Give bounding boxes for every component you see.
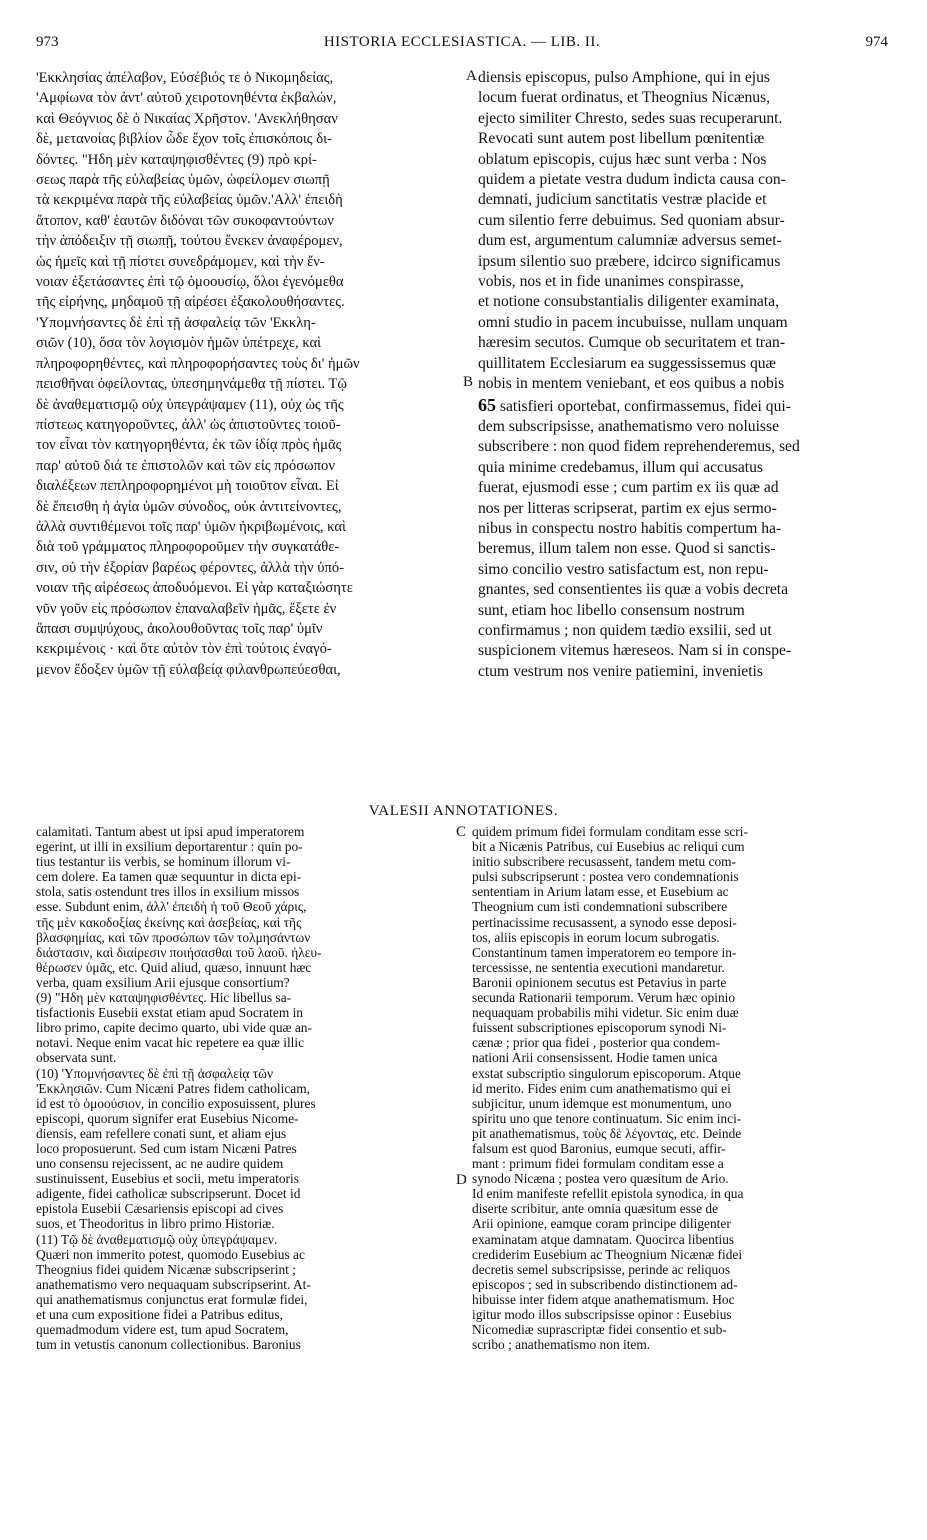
annotation-line: et una cum expositione fidei a Patribus editus, — [36, 1307, 283, 1322]
annotation-line: libro primo, capite decimo quarto, ubi vide quæ an- — [36, 1020, 312, 1036]
running-head — [36, 34, 888, 56]
annotation-line: Quæri non immerito potest, quomodo Eusebius ac — [36, 1246, 305, 1262]
latin-line: quidem a pietate vestra dudum indicta causa con- — [478, 171, 786, 189]
annotation-line: quidem primum fidei formulam conditam esse scri- — [472, 824, 748, 839]
annotation-line: cænæ ; prior qua fidei , posterior qua condem- — [472, 1035, 721, 1051]
annotation-line: crediderim Eusebium ac Theognium Nicænæ fidei — [472, 1246, 743, 1262]
annotation-line: mant : primum fidei formulam conditam esse a — [472, 1156, 724, 1172]
latin-line: oblatum episcopis, cujus hæc sunt verba : Nos — [478, 150, 767, 168]
latin-line: ejecto similiter Chresto, sedes suas recuperarunt. — [478, 109, 783, 127]
annotation-line: nationi Arii consensissent. Hodie tamen unica — [472, 1050, 718, 1066]
greek-line: πίστεως κατηγοροῦντες, ἀλλ' ὡς ἀπιστοῦντες τοιοῦ- — [36, 416, 341, 433]
greek-line: ὡς ἡμεῖς καὶ τῇ πίστει συνεδράμομεν, καὶ τὴν ἔν- — [36, 253, 325, 270]
greek-line: 'Υπομνήσαντες δὲ ἐπὶ τῇ ἀσφαλείᾳ τῶν 'Εκκλη- — [36, 314, 316, 331]
annotation-line: falsum est quod Baronius, eumque secuti, affir- — [472, 1140, 726, 1156]
annotation-line: Theognius fidei quidem Nicænæ subscripserint ; — [36, 1261, 296, 1277]
latin-line: quillitatem Ecclesiarum ea suggessissemus quæ — [478, 354, 776, 372]
annotation-line: Baronii opinionem secutus est Petavius in parte — [472, 974, 727, 990]
greek-line: μενον ἔδοξεν ὑμῶν τῇ εὐλαβείᾳ φιλανθρωπεύεσθαι, — [36, 661, 341, 678]
latin-text-column — [478, 68, 890, 682]
annotation-line: tercessisse, ne sententia executioni mandaretur. — [472, 959, 725, 975]
latin-line: ipsum silentio suo præbere, idcirco significamus — [478, 252, 781, 270]
latin-line — [478, 395, 890, 417]
annotation-line: id est τὸ ὁμοούσιον, in concilio exposuissent, plures — [36, 1095, 316, 1111]
greek-line: ἅπασι συμψύχους, ἀκολουθοῦντας τοῖς παρ' ὑμῖν — [36, 620, 323, 637]
margin-letter-b: B — [463, 374, 474, 390]
latin-line: cum silentio ferre debuimus. Sed quoniam absur- — [478, 211, 785, 229]
annotations-title: VALESII ANNOTATIONES. — [368, 803, 559, 819]
annotation-line: pit anathematismus, τοὺς δὲ λέγοντας, etc. Deinde — [472, 1125, 742, 1141]
annotation-line: observata sunt. — [36, 1050, 117, 1066]
annotation-line: sustinuissent, Eusebius et socii, metu imperatoris — [36, 1171, 299, 1187]
greek-line: διὰ τοῦ γράμματος πληροφοροῦμεν τὴν συγκατάθε- — [36, 539, 340, 556]
greek-line: σεως παρὰ τῆς εὐλαβείας ὑμῶν, ὠφείλομεν σιωπῇ — [36, 172, 330, 189]
greek-line: νοιαν τῆς αἱρέσεως ἀποδυόμενοι. Εἰ γὰρ καταξιώσητε — [36, 580, 353, 597]
annotation-line: tum in vetustis canonum collectionibus. Baronius — [36, 1337, 301, 1353]
annotation-line: tius testantur iis verbis, se hominum illorum vi- — [36, 854, 291, 870]
annotation-line: qui anathematismus conjunctus erat formulæ fidei, — [36, 1291, 308, 1307]
latin-line: demnati, judicium sanctitatis vestræ placide et — [478, 191, 767, 209]
latin-line: et notione consubstantialis diligenter examinata, — [478, 293, 779, 311]
annotation-line: id merito. Fides enim cum anathematismo qui ei — [472, 1080, 731, 1096]
latin-line: dem subscripsisse, anathematismo vero noluisse — [478, 417, 779, 435]
annotation-line: quemadmodum videre est, tum apud Socratem, — [36, 1322, 289, 1338]
latin-line: ctum vestrum nos venire patiemini, invenietis — [478, 662, 763, 680]
greek-line: ἀλλὰ συντιθέμενοι τοῖς παρ' ὑμῶν ἠκριβωμένοις, καὶ — [36, 518, 346, 535]
latin-line: Revocati sunt autem post libellum pœnitentiæ — [478, 130, 765, 148]
annotation-line: loco proposuerunt. Sed cum istam Nicæni Patres — [36, 1140, 297, 1156]
greek-line: 'Αμφίωνα τὸν ἀντ' αὐτοῦ χειροτονηθέντα ἐκβαλών, — [36, 90, 337, 107]
annotations-right-column — [472, 824, 892, 1352]
annotation-line: sententiam in Arium latam esse, et Eusebium ac — [472, 884, 729, 900]
annotation-line: (9) "Ηδη μὲν καταψηφισθέντες. Hic libellus sa- — [36, 990, 292, 1006]
latin-line-text: satisfieri oportebat, confirmassemus, fidei qui- — [499, 397, 791, 415]
latin-line: vobis, nos et in fide unanimes conspirasse, — [478, 273, 744, 291]
greek-line: νῦν γοῦν εἰς πρόσωπον ἐπαναλαβεῖν ἡμᾶς, ἕξετε ἐν — [36, 600, 337, 617]
annotation-line: τῆς μὲν κακοδοξίας ἐκείνης καὶ ἀσεβείας, καὶ τῆς — [36, 914, 302, 930]
greek-line: δὲ ἔπεισθη ἡ ἁγία ὑμῶν σύνοδος, οὐκ ἀντιτείνοντες, — [36, 498, 342, 515]
annotation-line: hibuisse inter fidem atque anathematismum. Hoc — [472, 1291, 735, 1307]
latin-line: nibus in conspectu nostro habitis compertum ha- — [478, 519, 782, 537]
annotation-line: esse. Subdunt enim, ἀλλ' ἐπειδὴ ἡ τοῦ Θεοῦ χάρις, — [36, 899, 307, 915]
annotation-line: Theognium cum isti condemnationi subscribere — [472, 899, 728, 915]
latin-line: confirmamus ; non quidem tædio exsilii, sed ut — [478, 621, 772, 639]
annotation-line: θέρωσεν ὑμᾶς, etc. Quid aliud, quæso, innuunt hæc — [36, 959, 312, 975]
annotation-line: exstat subscriptio singulorum episcoporum. Atque — [472, 1065, 741, 1081]
annotation-line: fuissent subscriptiones episcoporum synodi Ni- — [472, 1020, 727, 1036]
annotation-line: secunda Rationarii temporum. Verum hæc opinio — [472, 990, 736, 1006]
annotation-line: διάστασιν, καὶ διαίρεσιν ποιήσασθαι τοῦ λαοῦ. ἠλευ- — [36, 944, 322, 960]
annotation-line: tisfactionis Eusebii exstat etiam apud Socratem in — [36, 1005, 304, 1021]
greek-line: παρ' αὐτοῦ διά τε ἐπιστολῶν καὶ τῶν εἰς πρόσωπον — [36, 457, 335, 474]
annotation-line: subjicitur, unum idemque est monumentum, uno — [472, 1095, 732, 1111]
left-page-number: 973 — [36, 34, 59, 50]
annotation-line: Constantinum tamen imperatorem eo tempore in- — [472, 944, 737, 960]
greek-line: καὶ Θεόγνιος δὲ ὁ Νικαίας Χρῆστον. 'Ανεκλήθησαν — [36, 110, 338, 127]
greek-line: δὲ ἀναθεματισμῷ οὐχ ὑπεγράψαμεν (11), οὐχ ὡς τῆς — [36, 396, 344, 413]
annotation-line: tos, aliis episcopis in eorum locum subrogatis. — [472, 929, 720, 945]
margin-letter-d: D — [456, 1172, 467, 1188]
greek-line: πεισθῆναι ὀφείλοντας, ὑπεσημηνάμεθα τῇ πίστει. Τῷ — [36, 376, 348, 393]
annotation-line: Arii opinione, eamque coram principe diligenter — [472, 1216, 731, 1232]
latin-line: sunt, etiam hoc libello consensum nostrum — [478, 601, 745, 619]
greek-line: σιν, οὐ τὴν ἐξορίαν βαρέως φέροντες, ἀλλὰ τὴν ὑπό- — [36, 559, 344, 576]
annotation-line: epistola Eusebii Cæsariensis episcopi ad cives — [36, 1201, 284, 1217]
annotation-line: uno consensu rejecissent, ac ne audire quidem — [36, 1156, 284, 1172]
greek-line: σιῶν (10), ὅσα τὸν λογισμὸν ἡμῶν ὑπέτρεχε, καὶ — [36, 335, 322, 352]
annotation-line: igitur modo illos subscripsisse opinor : Eusebius — [472, 1307, 732, 1322]
annotation-line: diensis, eam refellere conati sunt, et aliam ejus — [36, 1125, 287, 1141]
greek-line: τὰ κεκριμένα παρὰ τῆς εὐλαβείας ὑμῶν.'Αλλ' ἐπειδὴ — [36, 192, 343, 209]
annotation-line: egerint, ut illi in exsilium deportarentur : quin po- — [36, 839, 303, 855]
annotation-line: βλασφημίας, καὶ τῶν προσώπων τῶν τολμησάντων — [36, 929, 311, 945]
annotation-line: stola, satis ostendunt tres illos in exsilium missos — [36, 884, 300, 900]
annotation-line: pulsi subscripserunt : postea vero condemnationis — [472, 869, 739, 885]
annotations-left-column — [36, 824, 456, 1352]
greek-line: 'Εκκλησίας ἀπέλαβον, Εὐσέβιός τε ὁ Νικομηδείας, — [36, 70, 334, 86]
annotation-line: anathematismo vero nequaquam subscripserint. At- — [36, 1276, 311, 1292]
latin-line: simo concilio vestro satisfactum est, non repu- — [478, 560, 769, 578]
margin-letter-c: C — [456, 824, 467, 840]
annotation-line: cem dolere. Ea tamen quæ sequuntur in dicta epi- — [36, 869, 302, 885]
annotation-line: episcopi, quorum signifer erat Eusebius Nicome- — [36, 1110, 299, 1126]
greek-line: κεκριμένοις · καὶ ὅτε αὐτὸν τὸν ἐπὶ τούτοις ἐναγό- — [36, 641, 332, 658]
annotation-line: scribo ; anathematismo non item. — [472, 1337, 651, 1353]
annotation-line: 'Εκκλησιῶν. Cum Nicæni Patres fidem catholicam, — [36, 1080, 311, 1096]
greek-line: διαλέξεων πεπληροφορημένοι μὴ τοιοῦτον εἶναι. Εἰ — [36, 478, 339, 495]
annotation-line: Nicomediæ suprascriptæ fidei consentio et sub- — [472, 1322, 727, 1338]
annotation-line: spiritu uno que tenore continuatum. Sic enim inci- — [472, 1110, 742, 1126]
annotation-line: examinatam atque damnatam. Quocirca libentius — [472, 1231, 735, 1247]
latin-line: nobis in mentem veniebant, et eos quibus a nobis — [478, 375, 785, 393]
right-page-number: 974 — [865, 34, 888, 50]
latin-line: locum fuerat ordinatus, et Theognius Nicænus, — [478, 89, 771, 107]
latin-line: gnantes, sed consentientes iis quæ a vobis decreta — [478, 581, 789, 599]
annotation-line: (10) 'Υπομνήσαντες δὲ ἐπὶ τῇ ἀσφαλείᾳ τῶν — [36, 1065, 274, 1081]
greek-line: πληροφορηθέντες, καὶ πληροφορήσαντες τοὺς δι' ἡμῶν — [36, 355, 360, 372]
page-marker: 65 — [478, 394, 496, 415]
latin-line: fuerat, ejusmodi esse ; cum partim ex iis quæ ad — [478, 479, 779, 497]
margin-letter-a: A — [466, 68, 477, 84]
annotation-line: decretis semel subscripsisse, perinde ac reliquos — [472, 1261, 731, 1277]
annotation-line: suos, et Theodoritus in libro primo Historiæ. — [36, 1216, 275, 1232]
annotation-line: episcopos ; sed in subscribendo distinctionem ad- — [472, 1276, 738, 1292]
annotation-line: adigente, fidei catholicæ subscripserunt. Docet id — [36, 1186, 301, 1202]
annotation-line: notavi. Neque enim vacat hic repetere ea quæ illic — [36, 1035, 305, 1051]
annotation-line: initio subscribere recusassent, tandem metu com- — [472, 854, 737, 870]
greek-line: νοιαν ἐξετάσαντες ἐπὶ τῷ ὁμοουσίῳ, ὅλοι ἐγενόμεθα — [36, 274, 344, 291]
annotation-line: synodo Nicæna ; postea vero quæsitum de Ario. — [472, 1171, 729, 1187]
greek-line: τὴν ἀπόδειξιν τῇ σιωπῇ, τούτου ἕνεκεν ἀναφέρομεν, — [36, 233, 343, 250]
annotation-line: bit a Nicænis Patribus, cui Eusebius ac reliqui cum — [472, 839, 745, 855]
annotation-line: calamitati. Tantum abest ut ipsi apud imperatorem — [36, 824, 305, 839]
annotation-line: nequaquam probabilis mihi videtur. Sic enim duæ — [472, 1005, 739, 1021]
greek-line: ἄτοπον, καθ' ἑαυτῶν διδόναι τῶν συκοφαντούντων — [36, 212, 334, 229]
latin-line: beremus, illum talem non esse. Quod si sanctis- — [478, 540, 776, 558]
annotation-line: (11) Τῷ δὲ ἀναθεματισμῷ οὐχ ὑπεγράψαμεν. — [36, 1231, 278, 1247]
latin-line: nos per litteras scripserat, partim ex ejus sermo- — [478, 499, 777, 517]
latin-line: subscribere : non quod fidem reprehenderemus, sed — [478, 438, 800, 456]
latin-line: dum est, argumentum calumniæ adversus semet- — [478, 232, 782, 250]
latin-line: diensis episcopus, pulso Amphione, qui in ejus — [478, 69, 770, 86]
latin-line: quia minime credebamus, illum qui accusatus — [478, 458, 763, 476]
greek-line: τῆς εἰρήνης, μηδαμοῦ τῇ αἱρέσει ἐξακολουθήσαντες. — [36, 294, 345, 311]
annotation-line: pertinacissime recusassent, a synodo esse deposi- — [472, 914, 737, 930]
greek-text-column — [36, 68, 468, 680]
greek-line: δὲ, μετανοίας βιβλίον ὧδε ἔχον τοῖς ἐπισκόποις δι- — [36, 131, 332, 148]
annotation-line: Id enim manifeste refellit epistola synodica, in qua — [472, 1186, 744, 1202]
annotation-line: verba, quam exsilium Arii ejusque consortium? — [36, 974, 290, 990]
latin-line: suspicionem vitemus hæreseos. Nam si in conspe- — [478, 642, 792, 660]
greek-line: δόντες. "Ηδη μὲν καταψηφισθέντες (9) πρὸ κρί- — [36, 151, 317, 168]
latin-line: hæresim secutos. Cumque ob securitatem et tran- — [478, 334, 786, 352]
greek-line: τον εἶναι τὸν κατηγορηθέντα, ἐκ τῶν ἰδίᾳ πρὸς ἡμᾶς — [36, 437, 342, 454]
annotation-line: diserte scribitur, ante omnia quæsitum esse de — [472, 1201, 719, 1217]
running-title: HISTORIA ECCLESIASTICA. — LIB. II. — [323, 34, 601, 50]
latin-line: omni studio in pacem incubuisse, nullam unquam — [478, 313, 788, 331]
